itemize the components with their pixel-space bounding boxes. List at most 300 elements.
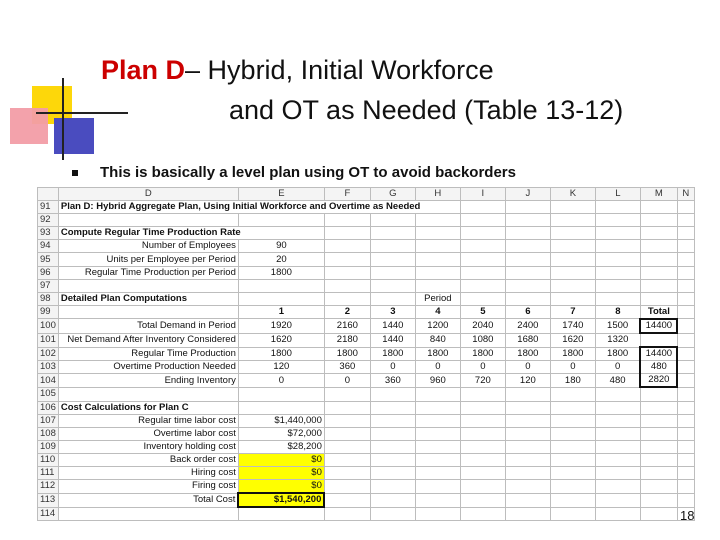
row-label[interactable]: Regular time labor cost [58,414,238,427]
row-number[interactable]: 103 [38,361,59,374]
data-cell[interactable]: 2180 [324,333,370,347]
cell[interactable] [677,453,694,466]
cell[interactable] [460,387,505,401]
cell[interactable] [677,427,694,440]
cell[interactable] [460,201,505,214]
column-header[interactable]: K [550,188,595,201]
cell[interactable] [595,201,640,214]
cell[interactable] [550,453,595,466]
row-number[interactable]: 112 [38,480,59,494]
period-header[interactable]: 4 [415,305,460,319]
cell[interactable] [550,414,595,427]
cell[interactable] [460,414,505,427]
row-label[interactable]: Ending Inventory [58,374,238,388]
cell[interactable] [238,292,324,305]
cell[interactable] [58,305,238,319]
cell[interactable] [505,240,550,253]
row-number[interactable]: 106 [38,401,59,414]
row-label[interactable]: Total Demand in Period [58,319,238,333]
cell[interactable] [595,440,640,453]
cell[interactable] [505,266,550,279]
row-label[interactable]: Number of Employees [58,240,238,253]
cell[interactable] [370,427,415,440]
cell[interactable] [370,414,415,427]
cell[interactable] [677,361,694,374]
cell[interactable] [370,292,415,305]
cell[interactable] [550,240,595,253]
cell[interactable] [550,507,595,521]
data-cell[interactable]: 0 [415,361,460,374]
section-heading[interactable]: Detailed Plan Computations [58,292,238,305]
row-number[interactable]: 111 [38,466,59,479]
row-number[interactable]: 101 [38,333,59,347]
data-cell[interactable]: 1800 [460,347,505,361]
cell[interactable] [640,466,677,479]
total-cell[interactable]: 2820 [640,374,677,388]
cell[interactable] [505,414,550,427]
row-number[interactable]: 104 [38,374,59,388]
data-cell[interactable]: 0 [238,374,324,388]
cell[interactable] [505,227,550,240]
data-cell[interactable]: 1080 [460,333,505,347]
data-cell[interactable]: 0 [595,361,640,374]
column-header[interactable]: G [370,188,415,201]
data-cell[interactable]: 1440 [370,333,415,347]
cell[interactable] [595,253,640,266]
cell[interactable] [370,279,415,292]
row-number[interactable]: 102 [38,347,59,361]
row-number[interactable]: 98 [38,292,59,305]
cell[interactable] [370,401,415,414]
cell[interactable] [460,253,505,266]
cell[interactable] [595,401,640,414]
data-cell[interactable]: 1740 [550,319,595,333]
cell[interactable] [640,401,677,414]
data-cell[interactable]: 1620 [550,333,595,347]
cell[interactable] [550,440,595,453]
cell[interactable] [415,240,460,253]
cell[interactable] [595,227,640,240]
cell[interactable] [677,279,694,292]
cell[interactable] [324,292,370,305]
cell[interactable] [324,414,370,427]
column-header[interactable]: F [324,188,370,201]
cell[interactable] [238,279,324,292]
row-number[interactable]: 94 [38,240,59,253]
table-row [38,414,695,427]
row-number[interactable]: 109 [38,440,59,453]
row-number[interactable]: 108 [38,427,59,440]
row-label[interactable]: Inventory holding cost [58,440,238,453]
cell[interactable] [677,305,694,319]
data-cell[interactable]: 2160 [324,319,370,333]
cell[interactable] [370,227,415,240]
cell[interactable] [370,480,415,494]
cell[interactable] [677,266,694,279]
cell[interactable] [58,279,238,292]
period-heading[interactable]: Period [415,292,460,305]
cell[interactable] [640,507,677,521]
cell[interactable] [550,201,595,214]
row-number[interactable]: 100 [38,319,59,333]
cell[interactable] [595,466,640,479]
cell[interactable] [238,401,324,414]
data-cell[interactable]: 1800 [238,347,324,361]
row-number[interactable]: 113 [38,493,59,507]
data-cell[interactable]: 0 [505,361,550,374]
column-header[interactable]: M [640,188,677,201]
data-cell[interactable]: 2400 [505,319,550,333]
cell[interactable] [595,493,640,507]
table-row [38,401,695,414]
cell[interactable] [460,292,505,305]
cell[interactable] [640,493,677,507]
data-cell[interactable]: 120 [238,361,324,374]
period-header[interactable]: 2 [324,305,370,319]
sheet-heading[interactable]: Plan D: Hybrid Aggregate Plan, Using Initial Workforce and Overtime as Needed [58,201,460,214]
cell[interactable] [677,374,694,388]
cell[interactable] [595,507,640,521]
row-number[interactable]: 99 [38,305,59,319]
total-cell[interactable]: 480 [640,361,677,374]
cell[interactable] [505,507,550,521]
cell[interactable] [595,214,640,227]
cost-cell[interactable]: $0 [238,480,324,494]
cell[interactable] [677,347,694,361]
cell[interactable] [595,480,640,494]
cell[interactable] [505,480,550,494]
cell[interactable] [415,507,460,521]
cell[interactable] [460,493,505,507]
cell[interactable] [505,253,550,266]
cell[interactable] [595,427,640,440]
row-label[interactable]: Overtime Production Needed [58,361,238,374]
cell[interactable] [460,466,505,479]
cell[interactable] [677,292,694,305]
row-number[interactable]: 91 [38,201,59,214]
column-header[interactable]: E [238,188,324,201]
table-row [38,227,695,240]
cell[interactable] [550,227,595,240]
cell[interactable] [640,266,677,279]
cell[interactable] [505,201,550,214]
cell[interactable] [58,507,238,521]
data-cell[interactable]: 120 [505,374,550,388]
cell[interactable] [677,201,694,214]
cell[interactable] [324,466,370,479]
row-label[interactable]: Hiring cost [58,466,238,479]
cell[interactable] [460,440,505,453]
cell[interactable] [640,453,677,466]
cell[interactable] [460,214,505,227]
cell[interactable] [324,227,370,240]
data-cell[interactable]: 1200 [415,319,460,333]
cell[interactable] [640,292,677,305]
column-header[interactable]: H [415,188,460,201]
cell[interactable] [595,279,640,292]
cell[interactable] [370,493,415,507]
row-label[interactable]: Regular Time Production per Period [58,266,238,279]
row-number[interactable]: 96 [38,266,59,279]
cell[interactable] [58,387,238,401]
cell[interactable] [370,214,415,227]
cell[interactable] [370,266,415,279]
data-cell[interactable]: 1320 [595,333,640,347]
row-number[interactable]: 107 [38,414,59,427]
data-cell[interactable]: 1800 [370,347,415,361]
cell[interactable] [460,453,505,466]
cell[interactable] [550,493,595,507]
total-cell[interactable]: 14400 [640,319,677,333]
cell[interactable] [370,240,415,253]
cell[interactable] [595,453,640,466]
cell[interactable] [677,240,694,253]
cost-cell[interactable]: $28,200 [238,440,324,453]
total-cell[interactable]: 14400 [640,347,677,361]
cell[interactable] [505,401,550,414]
cell[interactable] [640,201,677,214]
cell[interactable] [505,493,550,507]
cell[interactable] [640,387,677,401]
cell[interactable] [415,480,460,494]
data-cell[interactable]: 360 [370,374,415,388]
column-header[interactable]: J [505,188,550,201]
data-cell[interactable]: 720 [460,374,505,388]
period-header[interactable]: 1 [238,305,324,319]
cell[interactable] [640,440,677,453]
row-number[interactable]: 95 [38,253,59,266]
cell[interactable] [415,493,460,507]
cell[interactable] [550,266,595,279]
cell[interactable] [677,493,694,507]
cell[interactable] [324,480,370,494]
cost-cell[interactable]: $1,440,000 [238,414,324,427]
cell[interactable] [460,507,505,521]
data-cell[interactable]: 1680 [505,333,550,347]
cell[interactable] [677,480,694,494]
cell[interactable] [595,266,640,279]
column-header[interactable]: D [58,188,238,201]
value-cell[interactable]: 90 [238,240,324,253]
cell[interactable] [415,266,460,279]
data-cell[interactable]: 360 [324,361,370,374]
column-header[interactable]: L [595,188,640,201]
value-cell[interactable]: 1800 [238,266,324,279]
cell[interactable] [677,440,694,453]
row-number[interactable]: 92 [38,214,59,227]
table-row [38,279,695,292]
row-number[interactable]: 93 [38,227,59,240]
cell[interactable] [460,227,505,240]
data-cell[interactable]: 1920 [238,319,324,333]
cell[interactable] [505,279,550,292]
cell[interactable] [370,453,415,466]
cell[interactable] [460,401,505,414]
data-cell[interactable]: 960 [415,374,460,388]
cell[interactable] [595,240,640,253]
row-number[interactable]: 97 [38,279,59,292]
row-label[interactable]: Overtime labor cost [58,427,238,440]
total-header[interactable]: Total [640,305,677,319]
cell[interactable] [505,466,550,479]
cell[interactable] [415,253,460,266]
slide-title-line1 [101,55,494,86]
period-header[interactable]: 6 [505,305,550,319]
cell[interactable] [324,387,370,401]
cell[interactable] [550,214,595,227]
cell[interactable] [550,292,595,305]
data-cell[interactable]: 1800 [415,347,460,361]
cell[interactable] [640,240,677,253]
cell[interactable] [324,266,370,279]
cell[interactable] [550,480,595,494]
data-cell[interactable]: 1800 [324,347,370,361]
cell[interactable] [677,333,694,347]
data-cell[interactable]: 480 [595,374,640,388]
cell[interactable] [324,507,370,521]
cell[interactable] [324,493,370,507]
cell[interactable] [370,507,415,521]
column-header[interactable]: N [677,188,694,201]
cell[interactable] [415,387,460,401]
data-cell[interactable]: 0 [370,361,415,374]
row-label[interactable]: Net Demand After Inventory Considered [58,333,238,347]
cell[interactable] [370,466,415,479]
row-number[interactable]: 114 [38,507,59,521]
cell[interactable] [677,414,694,427]
data-cell[interactable]: 1500 [595,319,640,333]
cell[interactable] [324,214,370,227]
cell[interactable] [415,466,460,479]
cell[interactable] [677,227,694,240]
section-heading[interactable]: Cost Calculations for Plan C [58,401,238,414]
cell[interactable] [595,292,640,305]
cell[interactable] [238,214,324,227]
cell[interactable] [640,253,677,266]
data-cell[interactable]: 0 [324,374,370,388]
cost-cell[interactable]: $0 [238,466,324,479]
period-header[interactable]: 8 [595,305,640,319]
cell[interactable] [640,480,677,494]
row-label[interactable]: Units per Employee per Period [58,253,238,266]
cell[interactable] [505,453,550,466]
cell[interactable] [677,401,694,414]
cell[interactable] [324,401,370,414]
total-cost-cell[interactable]: $1,540,200 [238,493,324,507]
cell[interactable] [595,387,640,401]
cell[interactable] [550,253,595,266]
cell[interactable] [238,387,324,401]
cell[interactable] [415,414,460,427]
cell[interactable] [460,480,505,494]
cost-cell[interactable]: $0 [238,453,324,466]
cost-cell[interactable]: $72,000 [238,427,324,440]
period-header[interactable]: 3 [370,305,415,319]
cell[interactable] [324,279,370,292]
data-cell[interactable]: 1800 [505,347,550,361]
cell[interactable] [550,279,595,292]
cell[interactable] [370,440,415,453]
cell[interactable] [324,427,370,440]
cell[interactable] [460,240,505,253]
table-row [38,361,695,374]
cell[interactable] [324,453,370,466]
cell[interactable] [460,266,505,279]
data-cell[interactable]: 0 [460,361,505,374]
cell[interactable] [238,507,324,521]
cell[interactable] [370,253,415,266]
data-cell[interactable]: 0 [550,361,595,374]
cell[interactable] [550,427,595,440]
cell[interactable] [415,279,460,292]
cell[interactable] [58,214,238,227]
cell[interactable] [324,440,370,453]
column-header[interactable]: I [460,188,505,201]
cell[interactable] [677,214,694,227]
cell[interactable] [324,253,370,266]
cell[interactable] [415,427,460,440]
period-header[interactable]: 7 [550,305,595,319]
cell[interactable] [550,466,595,479]
cell[interactable] [460,279,505,292]
cell[interactable] [415,440,460,453]
cell[interactable] [640,414,677,427]
data-cell[interactable]: 840 [415,333,460,347]
data-cell[interactable]: 180 [550,374,595,388]
row-label[interactable]: Back order cost [58,453,238,466]
row-number[interactable]: 105 [38,387,59,401]
data-cell[interactable]: 1800 [550,347,595,361]
cell[interactable] [677,387,694,401]
row-number[interactable]: 110 [38,453,59,466]
row-label[interactable]: Firing cost [58,480,238,494]
cell[interactable] [460,427,505,440]
spreadsheet-grid [37,187,695,521]
cell[interactable] [324,240,370,253]
cell[interactable] [640,427,677,440]
cell[interactable] [640,227,677,240]
data-cell[interactable]: 2040 [460,319,505,333]
cell[interactable] [550,387,595,401]
cell[interactable] [505,292,550,305]
cell[interactable] [415,227,460,240]
cell[interactable] [640,279,677,292]
row-label[interactable]: Regular Time Production [58,347,238,361]
value-cell[interactable]: 20 [238,253,324,266]
cell[interactable] [415,214,460,227]
data-cell[interactable]: 1440 [370,319,415,333]
cell[interactable] [677,319,694,333]
cell[interactable] [505,427,550,440]
cell[interactable] [640,214,677,227]
data-cell[interactable]: 1620 [238,333,324,347]
section-heading[interactable]: Compute Regular Time Production Rate [58,227,324,240]
cell[interactable] [505,214,550,227]
row-label[interactable]: Total Cost [58,493,238,507]
cell[interactable] [505,440,550,453]
cell[interactable] [550,401,595,414]
cell[interactable] [595,414,640,427]
cell[interactable] [677,466,694,479]
cell[interactable] [640,333,677,347]
cell[interactable] [677,253,694,266]
cell[interactable] [505,387,550,401]
cell[interactable] [370,387,415,401]
data-cell[interactable]: 1800 [595,347,640,361]
period-header[interactable]: 5 [460,305,505,319]
cell[interactable] [415,453,460,466]
cell[interactable] [415,401,460,414]
